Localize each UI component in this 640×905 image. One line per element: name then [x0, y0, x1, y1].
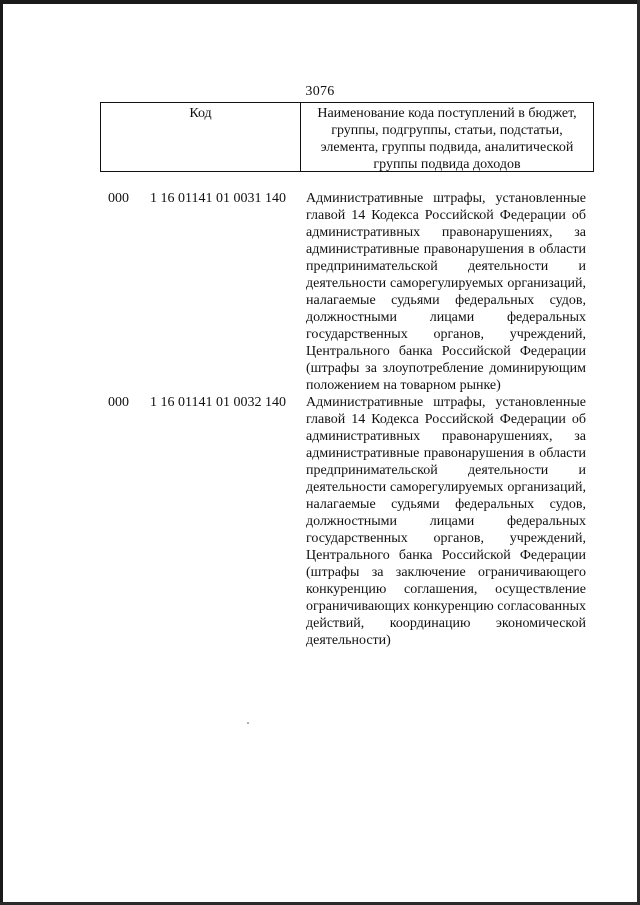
row-description: Административные штрафы, установленные главой 14 Кодекса Российской Федерации об административных правонарушениях, за административные правонарушения в области предпринимательской деятельности и деятельности саморегулируемых организаций, налагаемые судьями федеральных судов, должностными лицами федеральных государственных органов, учреждений, Центрального банка Российской Федерации (штрафы за злоупотребление доминирующим положением на товарном рынке) [306, 191, 586, 393]
budget-code: 1 16 01141 01 0032 140 [150, 395, 286, 410]
scan-border-top [0, 0, 640, 4]
header-name-column: Наименование кода поступлений в бюджет, группы, подгруппы, статьи, подстатьи, элемента, группы подвида, аналитической группы подвида доходов [317, 106, 577, 172]
admin-code: 000 [108, 191, 129, 206]
scan-speck [247, 722, 249, 724]
admin-code: 000 [108, 395, 129, 410]
row-description: Административные штрафы, установленные главой 14 Кодекса Российской Федерации об административных правонарушениях, за административные правонарушения в области предпринимательской деятельности и деятельности саморегулируемых организаций, налагаемые судьями федеральных судов, должностными лицами федеральных государственных органов, учреждений, Центрального банка Российской Федерации (штрафы за заключение ограничивающего конкуренцию соглашения, осуществление ограничивающих конкуренцию согласованных действий, координацию экономической деятельности) [306, 395, 586, 648]
page-number: 3076 [305, 84, 335, 99]
table-header [100, 102, 594, 172]
table-row [0, 394, 640, 649]
header-code-column: Код [101, 103, 301, 171]
table-body [0, 190, 640, 649]
table-row [0, 190, 640, 394]
budget-code: 1 16 01141 01 0031 140 [150, 191, 286, 206]
